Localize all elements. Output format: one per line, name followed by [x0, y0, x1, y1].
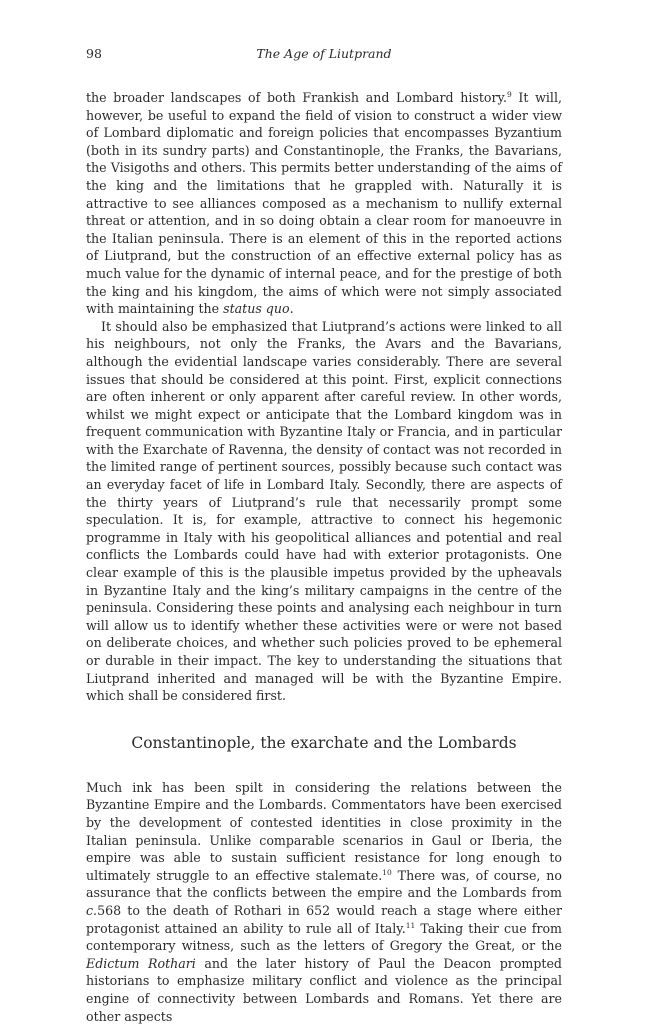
- section-heading: Constantinople, the exarchate and the Lombards: [131, 733, 517, 752]
- text-run: 568 to the death of Rothari in 652 would reach a stage where either protagonist attained an ability to rule all of Italy.: [86, 902, 562, 936]
- italic-term: status quo: [223, 301, 290, 317]
- text-run: and the later history of Paul the Deacon prompted historians to emphasize military conflict and violence as the principal engine of connectivity between Lombards and Romans. Yet there are other aspects: [86, 955, 562, 1024]
- text-run: Much ink has been spilt in considering the relations between the Byzantine Empire and the Lombards. Commentators have been exercised by the development of contested identities in close proximity in the Italian peninsula. Unlike comparable scenarios in Gaul or Iberia, the empire was able to sustain sufficient resistance for long enough to ultimately struggle to an effective stalemate.: [86, 779, 562, 883]
- text-run: It will, however, be useful to expand the field of vision to construct a wider view of Lombard diplomatic and foreign policies that encompasses Byzantium (both in its sundry parts) and Constantinople, the Franks, the Bavarians, the Visigoths and others. This permits better understanding of the aims of the king and the limitations that he grappled with. Naturally it is attractive to see alliances composed as a mechanism to nullify external threat or attention, and in so doing obtain a clear room for manoeuvre in the Italian peninsula. There is an element of this in the reported actions of Liutprand, but the construction of an effective external policy has as much value for the dynamic of internal peace, and for the prestige of both the king and his kingdom, the aims of which were not simply associated with maintaining the: [86, 90, 562, 317]
- text-run: the broader landscapes of both Frankish and Lombard history.: [86, 90, 507, 105]
- text-run: There was, of course, no assurance that the conflicts between the empire and the Lombards from: [86, 867, 562, 901]
- footnote-marker-10[interactable]: 10: [382, 867, 392, 877]
- italic-title: Edictum Rothari: [86, 955, 196, 971]
- footnote-marker-11[interactable]: 11: [405, 920, 416, 930]
- paragraph-1: [86, 89, 562, 318]
- body-text: [86, 89, 562, 1025]
- footnote-marker-9[interactable]: 9: [506, 90, 512, 99]
- text-run: .: [289, 301, 294, 317]
- italic-abbreviation: c.: [86, 902, 98, 918]
- running-head: [86, 46, 562, 64]
- paragraph-3: [86, 779, 562, 1025]
- page-number: 98: [86, 46, 102, 61]
- running-title: The Age of Liutprand: [256, 46, 392, 61]
- text-run: Taking their cue from contemporary witness, such as the letters of Gregory the Great, or the: [86, 920, 562, 954]
- paragraph-2: It should also be emphasized that Liutprand’s actions were linked to all his neighbours, not only the Franks, the Avars and the Bavarians, although the evidential landscape varies considerably. There are several issues that should be considered at this point. First, explicit connections are often inherent or only apparent after careful review. In other words, whilst we might expect or anticipate that the Lombard kingdom was in frequent communication with Byzantine Italy or Francia, and in particular with the Exarchate of Ravenna, the density of contact was not recorded in the limited range of pertinent sources, possibly because such contact was an everyday facet of life in Lombard Italy. Secondly, there are aspects of the thirty years of Liutprand’s rule that necessarily prompt some speculation. It is, for example, attractive to connect his hegemonic programme in Italy with his geopolitical alliances and potential and real conflicts the Lombards could have had with exterior protagonists. One clear example of this is the plausible impetus provided by the upheavals in Byzantine Italy and the king’s military campaigns in the centre of the peninsula. Considering these points and analysing each neighbour in turn will allow us to identify whether these activities were or were not based on deliberate choices, and whether such policies proved to be ephemeral or durable in their impact. The key to understanding the situations that Liutprand inherited and managed will be with the Byzantine Empire. which shall be considered first.: [86, 318, 562, 704]
